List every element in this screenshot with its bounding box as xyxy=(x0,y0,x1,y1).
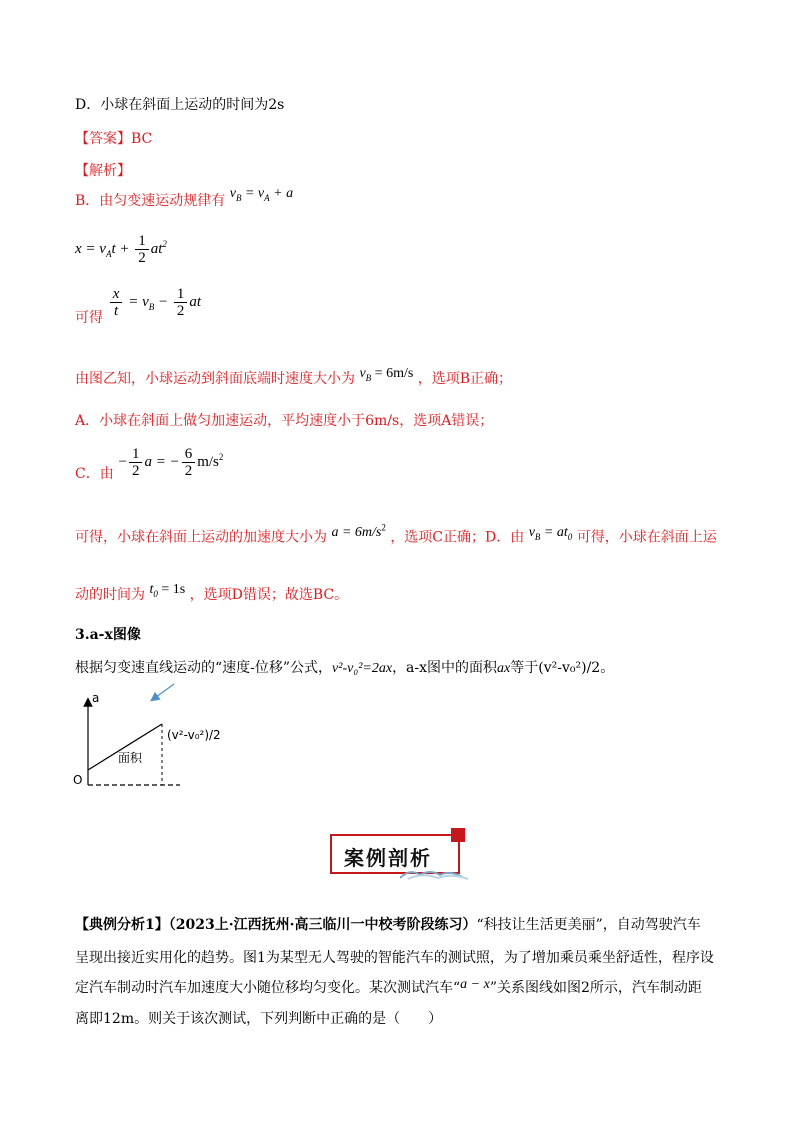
example-line-1 xyxy=(75,912,735,939)
example-line-3 xyxy=(75,975,702,1002)
area-label: 面积 xyxy=(118,751,143,765)
analysis-line-b xyxy=(75,188,293,220)
eq-x-a: x = v xyxy=(75,240,106,257)
line-c-unit: m/s xyxy=(197,453,219,470)
example-source: （2023上·江西抚州·高三临川一中校考阶段练习） xyxy=(168,917,477,933)
eq-xt-end: at xyxy=(189,293,202,310)
line-c-prefix: C．由 xyxy=(75,465,114,482)
banner-wave-icon xyxy=(400,866,470,880)
frac-num: 1 xyxy=(135,233,149,250)
banner-corner xyxy=(451,828,465,842)
eq-xt-line xyxy=(75,286,202,326)
axis-y-label: a xyxy=(92,691,100,705)
eq-xt-frac xyxy=(110,286,123,319)
example-line3-b: ”关系图线如图2所示，汽车制动距 xyxy=(489,980,702,996)
line-kede-eq-text: a = 6m/s xyxy=(331,524,382,540)
eq-xt-num: x xyxy=(110,286,123,303)
line-kede-prefix: 可得，小球在斜面上运动的加速度大小为 xyxy=(75,529,327,546)
eq-vb-v: v xyxy=(229,186,236,201)
section-text-1: 根据匀变速直线运动的“速度-位移”公式， xyxy=(75,660,333,676)
analysis-line-time xyxy=(75,582,348,614)
keyi-label: 可得 xyxy=(75,309,103,326)
eq-vb: $v_B = v_A + a$ xyxy=(229,186,294,203)
frac2-num: 1 xyxy=(174,286,188,303)
line-c-frac xyxy=(129,446,143,479)
line-fig-eq-val: = 6m/s xyxy=(371,366,414,381)
eq-xt: $\frac{x}{t}$ = $v_B$ − $\frac{1}{2}$ at xyxy=(108,294,201,310)
section-heading: 3.a-x图像 xyxy=(75,627,141,643)
eq-xt-mid: = v xyxy=(124,293,149,310)
eq-x: $x = v_At$ + $\frac{1}{2}$ $at^2$ xyxy=(75,233,167,266)
line-kede-suffix: 可得，小球在斜面上运 xyxy=(576,529,717,546)
answer: 【答案】BC xyxy=(75,131,153,147)
banner-title: 案例剖析 xyxy=(344,846,432,870)
ax-graph xyxy=(70,680,270,800)
line-kede-eq2-v: v xyxy=(528,524,535,540)
example-line1-rest: “科技让生活更美丽”，自动驾驶汽车 xyxy=(476,917,701,933)
value-label: (v²-v₀²)/2 xyxy=(167,728,221,742)
section-text-ax: ax xyxy=(497,661,511,676)
eq-xt-minus: − xyxy=(154,293,169,310)
line-fig-suffix: ，选项B正确； xyxy=(417,371,513,387)
example-line3-ax: a − x xyxy=(460,977,490,992)
analysis-line-fig xyxy=(75,366,512,398)
line-c-frac-num: 1 xyxy=(129,446,143,463)
section-text-3: ，a-x图中的面积 xyxy=(392,660,498,676)
line-kede-mid: ，选项C正确；D．由 xyxy=(390,529,525,546)
eq-x-b: t + xyxy=(111,240,130,257)
eq-vb-rest: = v xyxy=(241,186,265,201)
line-time-suffix: ，选项D错误；故选BC。 xyxy=(189,587,349,603)
frac-den: 2 xyxy=(138,250,146,266)
section-text-formula: v²-v₀²=2ax xyxy=(332,661,393,676)
line-c-eq: − $\frac{1}{2}$ a = − $\frac{6}{2}$ $m/s^2$ xyxy=(118,446,224,479)
line-fig-eq: $v_B = 6m/s$ xyxy=(359,366,414,383)
line-time-eq: $t_0 = 1s$ xyxy=(149,582,186,599)
line-b-prefix: B．由匀变速运动规律有 xyxy=(75,193,226,209)
example-tag: 【典例分析1】 xyxy=(75,917,169,933)
analysis-heading: 【解析】 xyxy=(75,163,131,179)
line-c-frac2-num: 6 xyxy=(182,446,196,463)
eq-x-c: at xyxy=(150,240,163,257)
line-c-frac2 xyxy=(182,446,196,479)
example-line3-a: 定汽车制动时汽车加速度大小随位移均匀变化。某次测试汽车“ xyxy=(75,980,461,996)
frac2-den: 2 xyxy=(176,303,185,319)
case-banner xyxy=(330,828,470,880)
pointer-arrow xyxy=(152,684,174,700)
eq-xt-frac2 xyxy=(174,286,188,319)
line-kede-eq2-b: = at xyxy=(540,524,568,540)
line-c-a: a = − xyxy=(144,453,180,470)
analysis-line-a: A．小球在斜面上做匀加速运动，平均速度小于6m/s，选项A错误； xyxy=(75,413,494,429)
analysis-line-kede xyxy=(75,520,717,556)
option-d: D．小球在斜面上运动的时间为2s xyxy=(75,97,285,113)
line-c-minus: − xyxy=(118,453,127,470)
section-text xyxy=(75,655,614,682)
section-text-5: 等于(v²-v₀²)/2。 xyxy=(510,660,615,676)
eq-x-frac xyxy=(135,233,149,266)
example-line-4: 离即12m。则关于该次测试，下列判断中正确的是（ ） xyxy=(75,1011,443,1027)
line-fig-prefix: 由图乙知，小球运动到斜面底端时速度大小为 xyxy=(75,371,355,387)
line-c-frac-den: 2 xyxy=(131,463,140,479)
line-time-eq-t: t xyxy=(149,582,154,597)
example-line-2: 呈现出接近实用化的趋势。图1为某型无人驾驶的智能汽车的测试照，为了增加乘员乘坐舒适性，程序设 xyxy=(75,950,714,966)
line-c-frac2-den: 2 xyxy=(184,463,193,479)
line-time-eq-val: = 1s xyxy=(157,582,186,597)
line-kede-eq2: $v_B = at_0$ xyxy=(528,524,573,542)
analysis-line-c xyxy=(75,446,224,482)
line-time-prefix: 动的时间为 xyxy=(75,587,145,603)
origin-label: O xyxy=(73,773,83,787)
eq-xt-den: t xyxy=(114,303,119,319)
eq-vb-end: + a xyxy=(269,186,294,201)
line-fig-eq-v: v xyxy=(359,366,366,381)
line-kede-eq: $a = 6m/s^2$ xyxy=(331,522,386,540)
